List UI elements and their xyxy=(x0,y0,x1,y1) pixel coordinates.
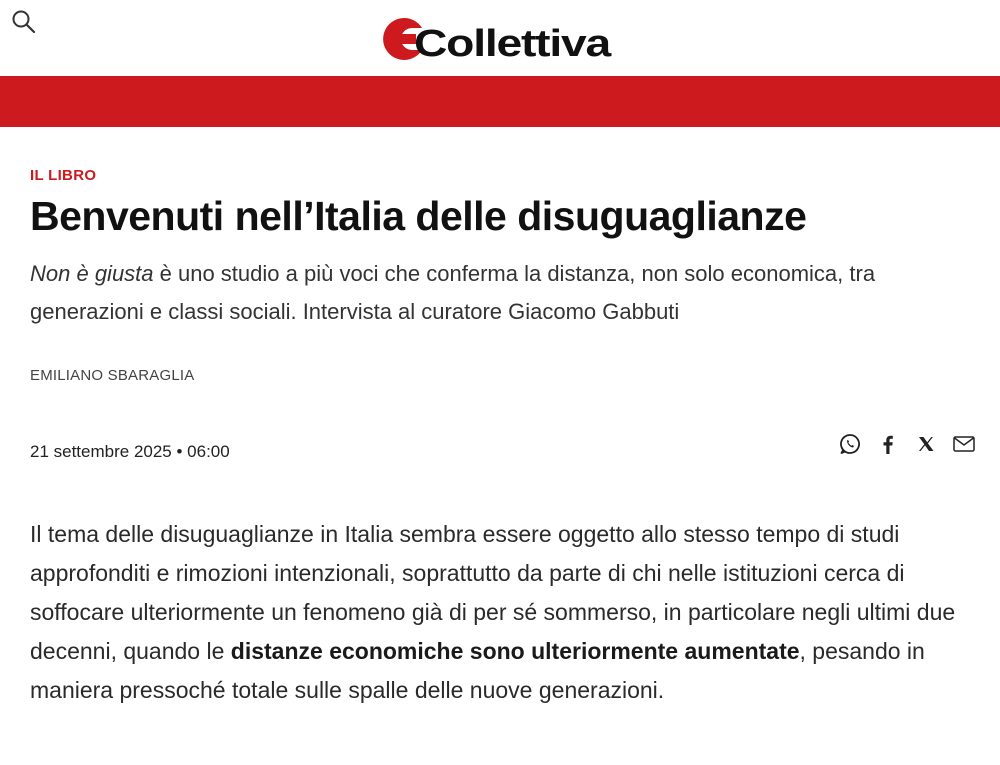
article-subtitle xyxy=(30,255,960,331)
body-text-part-1: Il tema delle disuguaglianze in Italia sembra essere oggetto allo stesso tempo di studi approfonditi e rimozioni intenzionali, soprattutto da parte di chi nelle istituzioni cerca di soffocare ulteriormente un fenomeno già di per sé sommerso, in particolare negli ultimi due decenni, quando le xyxy=(30,521,956,664)
brand-band xyxy=(0,76,1000,127)
book-title: Non è giusta xyxy=(30,261,154,286)
logo-text: Collettiva xyxy=(414,23,613,65)
site-logo[interactable] xyxy=(378,12,618,66)
search-button[interactable] xyxy=(10,8,38,36)
article-title: Benvenuti nell’Italia delle disuguaglianze xyxy=(30,193,807,239)
subtitle-text: è uno studio a più voci che conferma la distanza, non solo economica, tra generazioni e classi sociali. Intervista al curatore Giacomo Gabbuti xyxy=(30,261,876,324)
article-body-paragraph xyxy=(30,515,960,710)
email-icon xyxy=(952,433,976,455)
site-header xyxy=(0,0,1000,76)
share-email-button[interactable] xyxy=(952,432,976,456)
search-icon xyxy=(10,8,38,36)
x-icon xyxy=(915,433,937,455)
share-whatsapp-button[interactable] xyxy=(838,432,862,456)
collettiva-logo xyxy=(378,12,618,66)
body-text-highlight: distanze economiche sono ulteriormente aumentate xyxy=(230,638,800,664)
share-facebook-button[interactable] xyxy=(876,432,900,456)
article-kicker[interactable]: IL LIBRO xyxy=(30,167,97,184)
facebook-icon xyxy=(877,433,899,455)
share-x-button[interactable] xyxy=(914,432,938,456)
whatsapp-icon xyxy=(839,433,861,455)
publish-date: 21 settembre 2025 • 06:00 xyxy=(30,442,230,461)
author-link[interactable]: EMILIANO SBARAGLIA xyxy=(30,367,195,384)
share-bar xyxy=(838,432,976,456)
body-text-part-2: , pesando in maniera pressoché totale sulle spalle delle nuove generazioni. xyxy=(30,638,925,703)
